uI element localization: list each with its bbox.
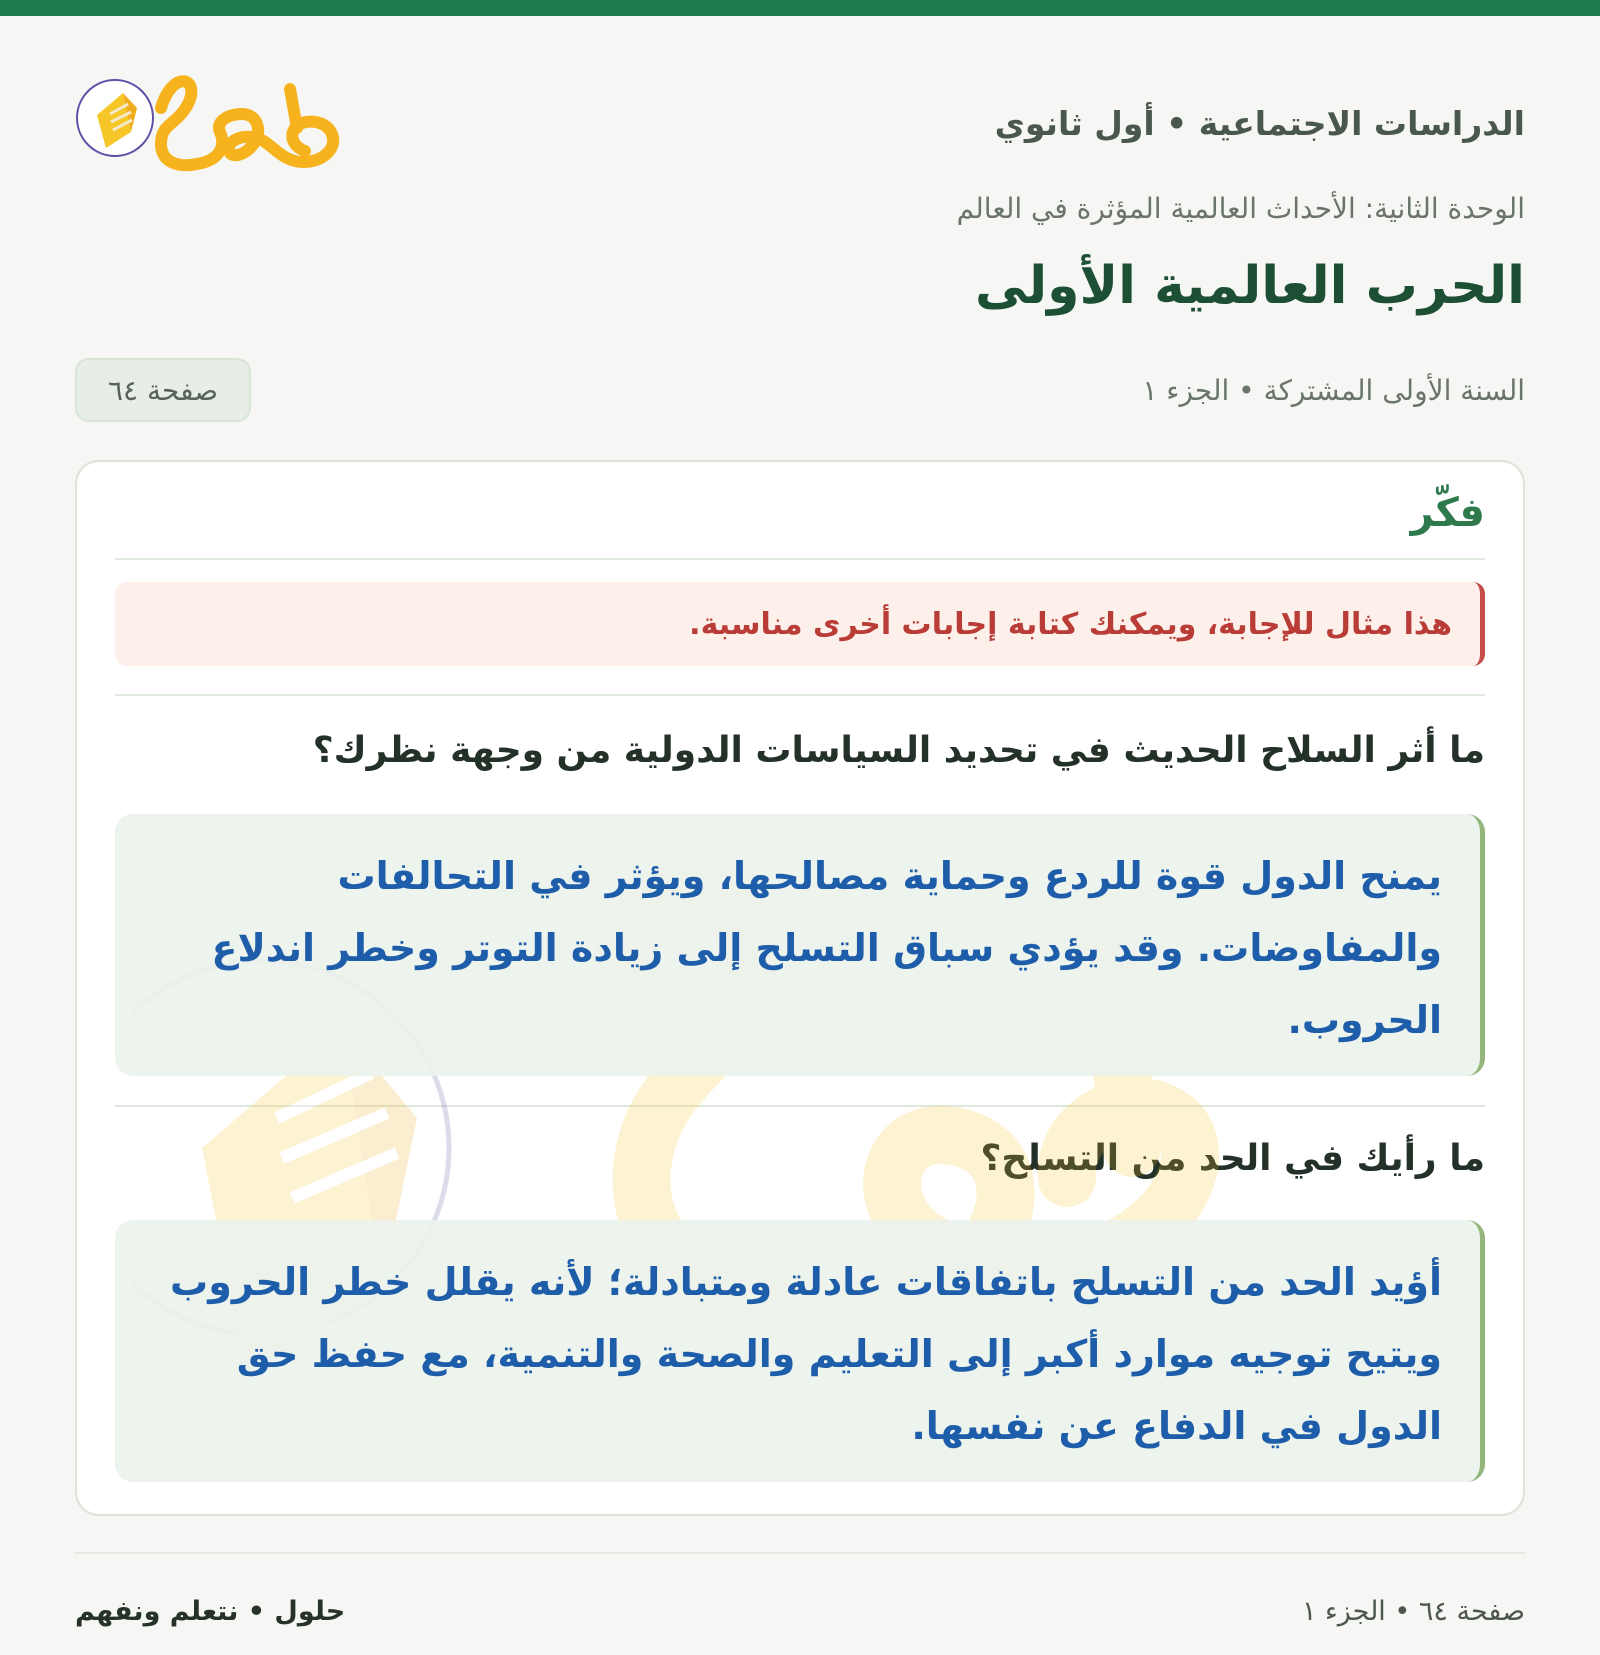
unit-title: الوحدة الثانية: الأحداث العالمية المؤثرة في العالم bbox=[956, 192, 1525, 225]
hulul-logo[interactable] bbox=[75, 66, 345, 176]
year-part-label: السنة الأولى المشتركة • الجزء ١ bbox=[1142, 374, 1525, 407]
footer-divider bbox=[75, 1552, 1525, 1554]
top-accent-bar bbox=[0, 0, 1600, 16]
answer-note: هذا مثال للإجابة، ويمكنك كتابة إجابات أخرى مناسبة. bbox=[115, 582, 1485, 666]
page-badge[interactable]: صفحة ٦٤ bbox=[75, 358, 251, 422]
think-card bbox=[75, 460, 1525, 1516]
footer-brand: حلول • نتعلم ونفهم bbox=[75, 1596, 346, 1627]
question-2: ما رأيك في الحد من التسلح؟ bbox=[980, 1138, 1485, 1179]
question-divider bbox=[115, 1105, 1485, 1107]
note-divider bbox=[115, 694, 1485, 696]
section-title: فكّر bbox=[1410, 490, 1485, 536]
lesson-title: الحرب العالمية الأولى bbox=[974, 256, 1525, 316]
answer-1: يمنح الدول قوة للردع وحماية مصالحها، ويؤثر في التحالفات والمفاوضات. وقد يؤدي سباق التسلح إلى زيادة التوتر وخطر اندلاع الحروب. bbox=[115, 814, 1485, 1076]
header bbox=[75, 56, 1525, 176]
card-content bbox=[115, 462, 1485, 1514]
page bbox=[75, 16, 1525, 1655]
section-divider bbox=[115, 558, 1485, 560]
book-logo-icon bbox=[75, 66, 345, 176]
question-1: ما أثر السلاح الحديث في تحديد السياسات الدولية من وجهة نظرك؟ bbox=[312, 730, 1485, 771]
subject-title: الدراسات الاجتماعية • أول ثانوي bbox=[994, 104, 1525, 143]
answer-2: أؤيد الحد من التسلح باتفاقات عادلة ومتبادلة؛ لأنه يقلل خطر الحروب ويتيح توجيه موارد أكبر إلى التعليم والصحة والتنمية، مع حفظ حق الدول في الدفاع عن نفسها. bbox=[115, 1220, 1485, 1482]
footer-page-info: صفحة ٦٤ • الجزء ١ bbox=[1301, 1596, 1525, 1627]
